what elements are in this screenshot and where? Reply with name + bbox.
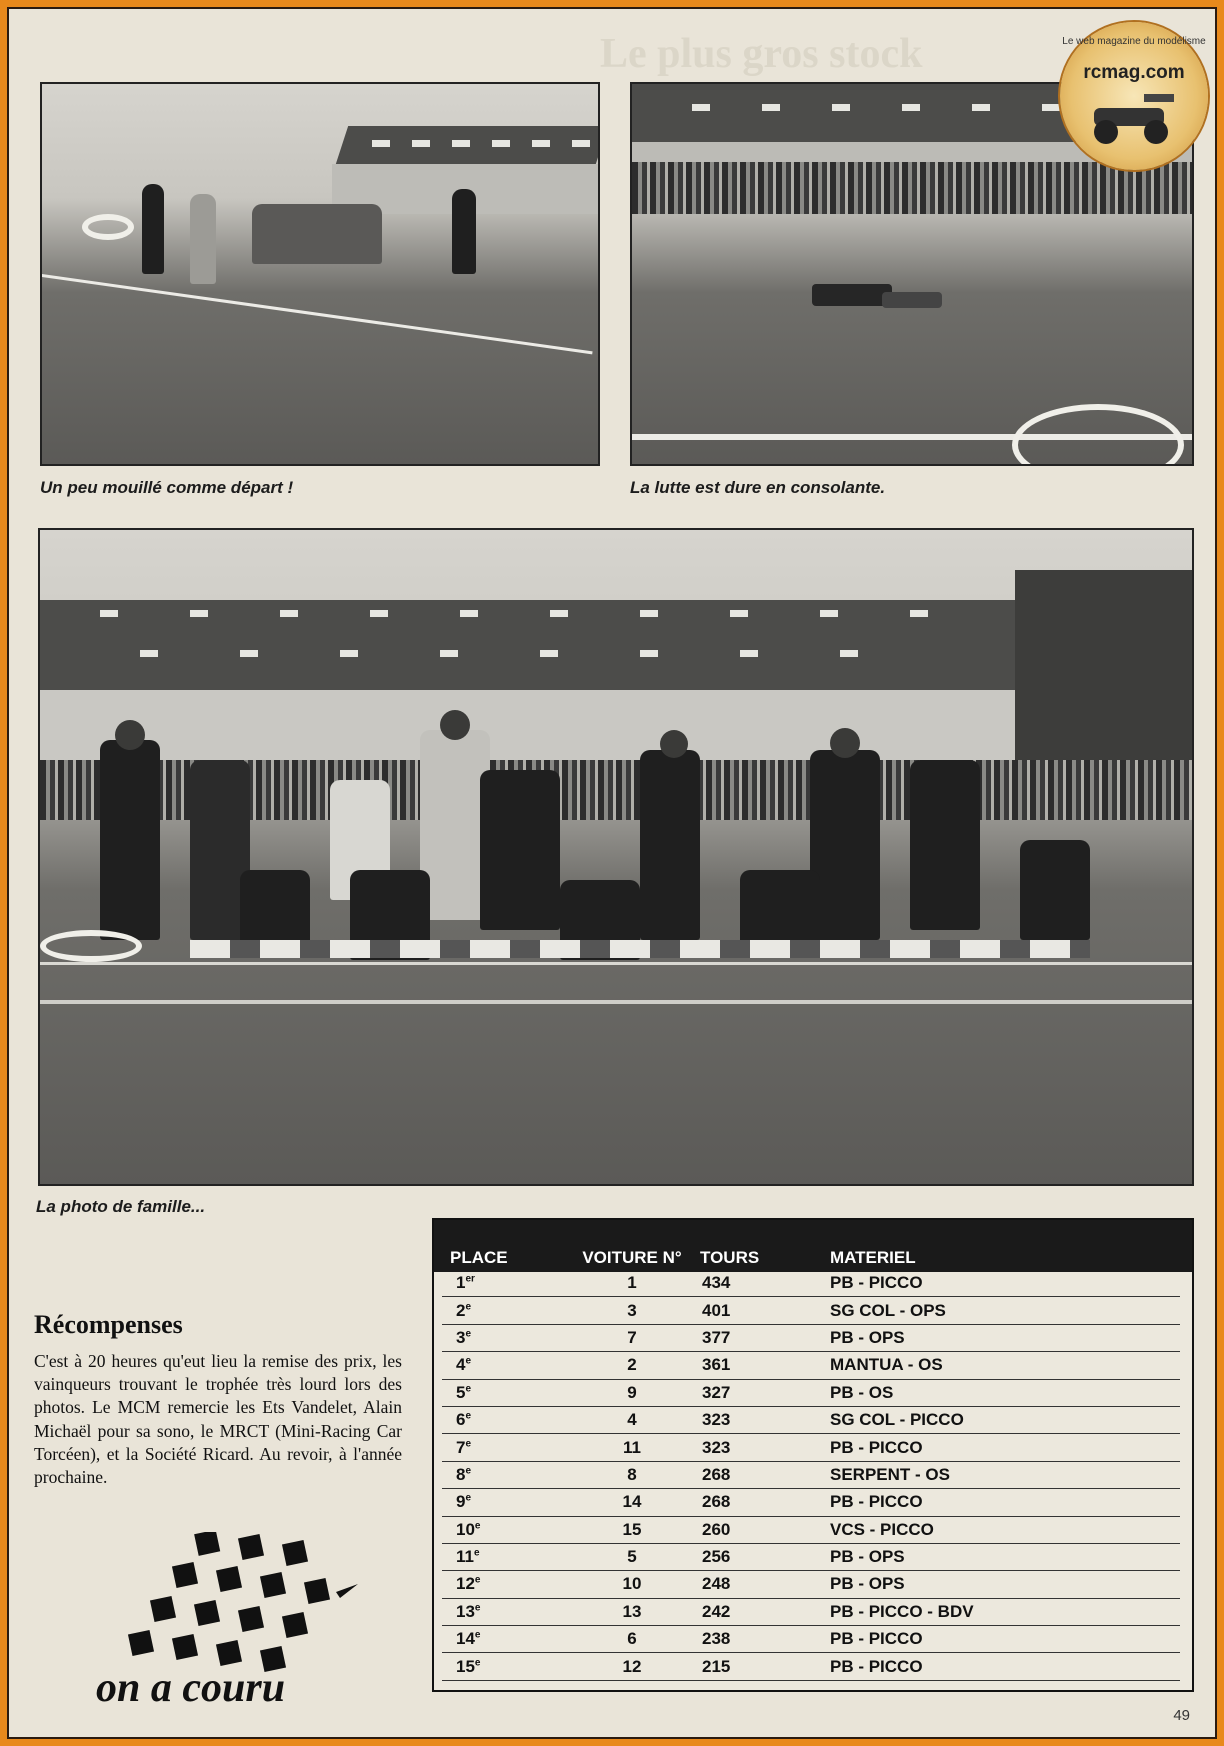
- logo-tagline: Le web magazine du modélisme: [1062, 36, 1206, 47]
- results-row: [442, 1489, 1180, 1516]
- results-row: [442, 1571, 1180, 1598]
- row-tours: 242: [692, 1598, 822, 1625]
- row-car-number: 9: [564, 1379, 692, 1406]
- row-materiel: PB - PICCO: [822, 1653, 1180, 1680]
- row-place: 12e: [442, 1571, 564, 1598]
- row-tours: 401: [692, 1297, 822, 1324]
- results-row: [442, 1516, 1180, 1543]
- row-tours: 268: [692, 1461, 822, 1488]
- results-row: [442, 1324, 1180, 1351]
- row-car-number: 7: [564, 1324, 692, 1351]
- caption-consolation-race: La lutte est dure en consolante.: [630, 478, 886, 497]
- row-materiel: PB - PICCO: [822, 1270, 1180, 1297]
- row-materiel: PB - PICCO: [822, 1489, 1180, 1516]
- row-materiel: PB - OPS: [822, 1324, 1180, 1351]
- row-materiel: SG COL - PICCO: [822, 1406, 1180, 1433]
- results-row: [442, 1434, 1180, 1461]
- row-tours: 260: [692, 1516, 822, 1543]
- row-materiel: SERPENT - OS: [822, 1461, 1180, 1488]
- row-materiel: PB - PICCO - BDV: [822, 1598, 1180, 1625]
- rc-buggy-icon: [1084, 88, 1184, 148]
- row-materiel: SG COL - OPS: [822, 1297, 1180, 1324]
- row-materiel: VCS - PICCO: [822, 1516, 1180, 1543]
- row-tours: 268: [692, 1489, 822, 1516]
- results-table: [432, 1218, 1194, 1692]
- rcmag-logo: [1060, 22, 1208, 170]
- caption-wet-start: Un peu mouillé comme départ !: [40, 478, 294, 497]
- caption-family-photo: La photo de famille...: [36, 1197, 206, 1216]
- row-car-number: 1: [564, 1270, 692, 1297]
- row-materiel: PB - OPS: [822, 1571, 1180, 1598]
- header-tours: TOURS: [700, 1248, 760, 1267]
- results-row: [442, 1543, 1180, 1570]
- photo-wet-start: [40, 82, 600, 466]
- row-car-number: 10: [564, 1571, 692, 1598]
- results-row: [442, 1352, 1180, 1379]
- results-row: [442, 1626, 1180, 1653]
- photo-family: [38, 528, 1194, 1186]
- article-body: C'est à 20 heures qu'eut lieu la remise des prix, les vainqueurs trouvant le trophée très lourd lors des photos. Le MCM remercie les Ets Vandelet, Alain Michaël pour sa sono, le MRCT (Mini-Racing Car Torcéen), et la Société Ricard. Au revoir, à l'année prochaine.: [34, 1351, 402, 1488]
- results-row: [442, 1406, 1180, 1433]
- row-place: 11e: [442, 1543, 564, 1570]
- logo-site-name: rcmag.com: [1083, 62, 1185, 83]
- row-car-number: 15: [564, 1516, 692, 1543]
- row-materiel: PB - OS: [822, 1379, 1180, 1406]
- row-place: 5e: [442, 1379, 564, 1406]
- row-car-number: 2: [564, 1352, 692, 1379]
- row-tours: 238: [692, 1626, 822, 1653]
- row-tours: 256: [692, 1543, 822, 1570]
- row-car-number: 12: [564, 1653, 692, 1680]
- row-place: 3e: [442, 1324, 564, 1351]
- row-car-number: 5: [564, 1543, 692, 1570]
- row-tours: 327: [692, 1379, 822, 1406]
- row-tours: 361: [692, 1352, 822, 1379]
- row-tours: 377: [692, 1324, 822, 1351]
- results-row: [442, 1598, 1180, 1625]
- row-materiel: PB - OPS: [822, 1543, 1180, 1570]
- row-materiel: PB - PICCO: [822, 1626, 1180, 1653]
- row-place: 7e: [442, 1434, 564, 1461]
- row-place: 10e: [442, 1516, 564, 1543]
- row-car-number: 8: [564, 1461, 692, 1488]
- results-row: [442, 1270, 1180, 1297]
- header-place: PLACE: [450, 1248, 508, 1267]
- results-header-row: [442, 1246, 1180, 1270]
- row-tours: 215: [692, 1653, 822, 1680]
- row-place: 15e: [442, 1653, 564, 1680]
- header-car: VOITURE N°: [582, 1248, 682, 1267]
- row-car-number: 11: [564, 1434, 692, 1461]
- results-row: [442, 1461, 1180, 1488]
- row-car-number: 13: [564, 1598, 692, 1625]
- row-materiel: MANTUA - OS: [822, 1352, 1180, 1379]
- row-place: 14e: [442, 1626, 564, 1653]
- row-car-number: 4: [564, 1406, 692, 1433]
- row-car-number: 6: [564, 1626, 692, 1653]
- row-place: 9e: [442, 1489, 564, 1516]
- results-row: [442, 1297, 1180, 1324]
- row-materiel: PB - PICCO: [822, 1434, 1180, 1461]
- row-place: 4e: [442, 1352, 564, 1379]
- row-place: 1er: [442, 1270, 564, 1297]
- row-place: 6e: [442, 1406, 564, 1433]
- background-ghost-title: Le plus gros stock: [600, 31, 923, 77]
- results-row: [442, 1653, 1180, 1680]
- signoff-text: on a couru: [96, 1665, 286, 1711]
- article-title: Récompenses: [34, 1310, 183, 1339]
- header-materiel: MATERIEL: [830, 1248, 916, 1267]
- row-place: 8e: [442, 1461, 564, 1488]
- row-tours: 323: [692, 1406, 822, 1433]
- row-tours: 248: [692, 1571, 822, 1598]
- row-car-number: 3: [564, 1297, 692, 1324]
- row-tours: 434: [692, 1270, 822, 1297]
- row-car-number: 14: [564, 1489, 692, 1516]
- row-place: 2e: [442, 1297, 564, 1324]
- row-tours: 323: [692, 1434, 822, 1461]
- page-number: 49: [1173, 1707, 1190, 1724]
- results-row: [442, 1379, 1180, 1406]
- row-place: 13e: [442, 1598, 564, 1625]
